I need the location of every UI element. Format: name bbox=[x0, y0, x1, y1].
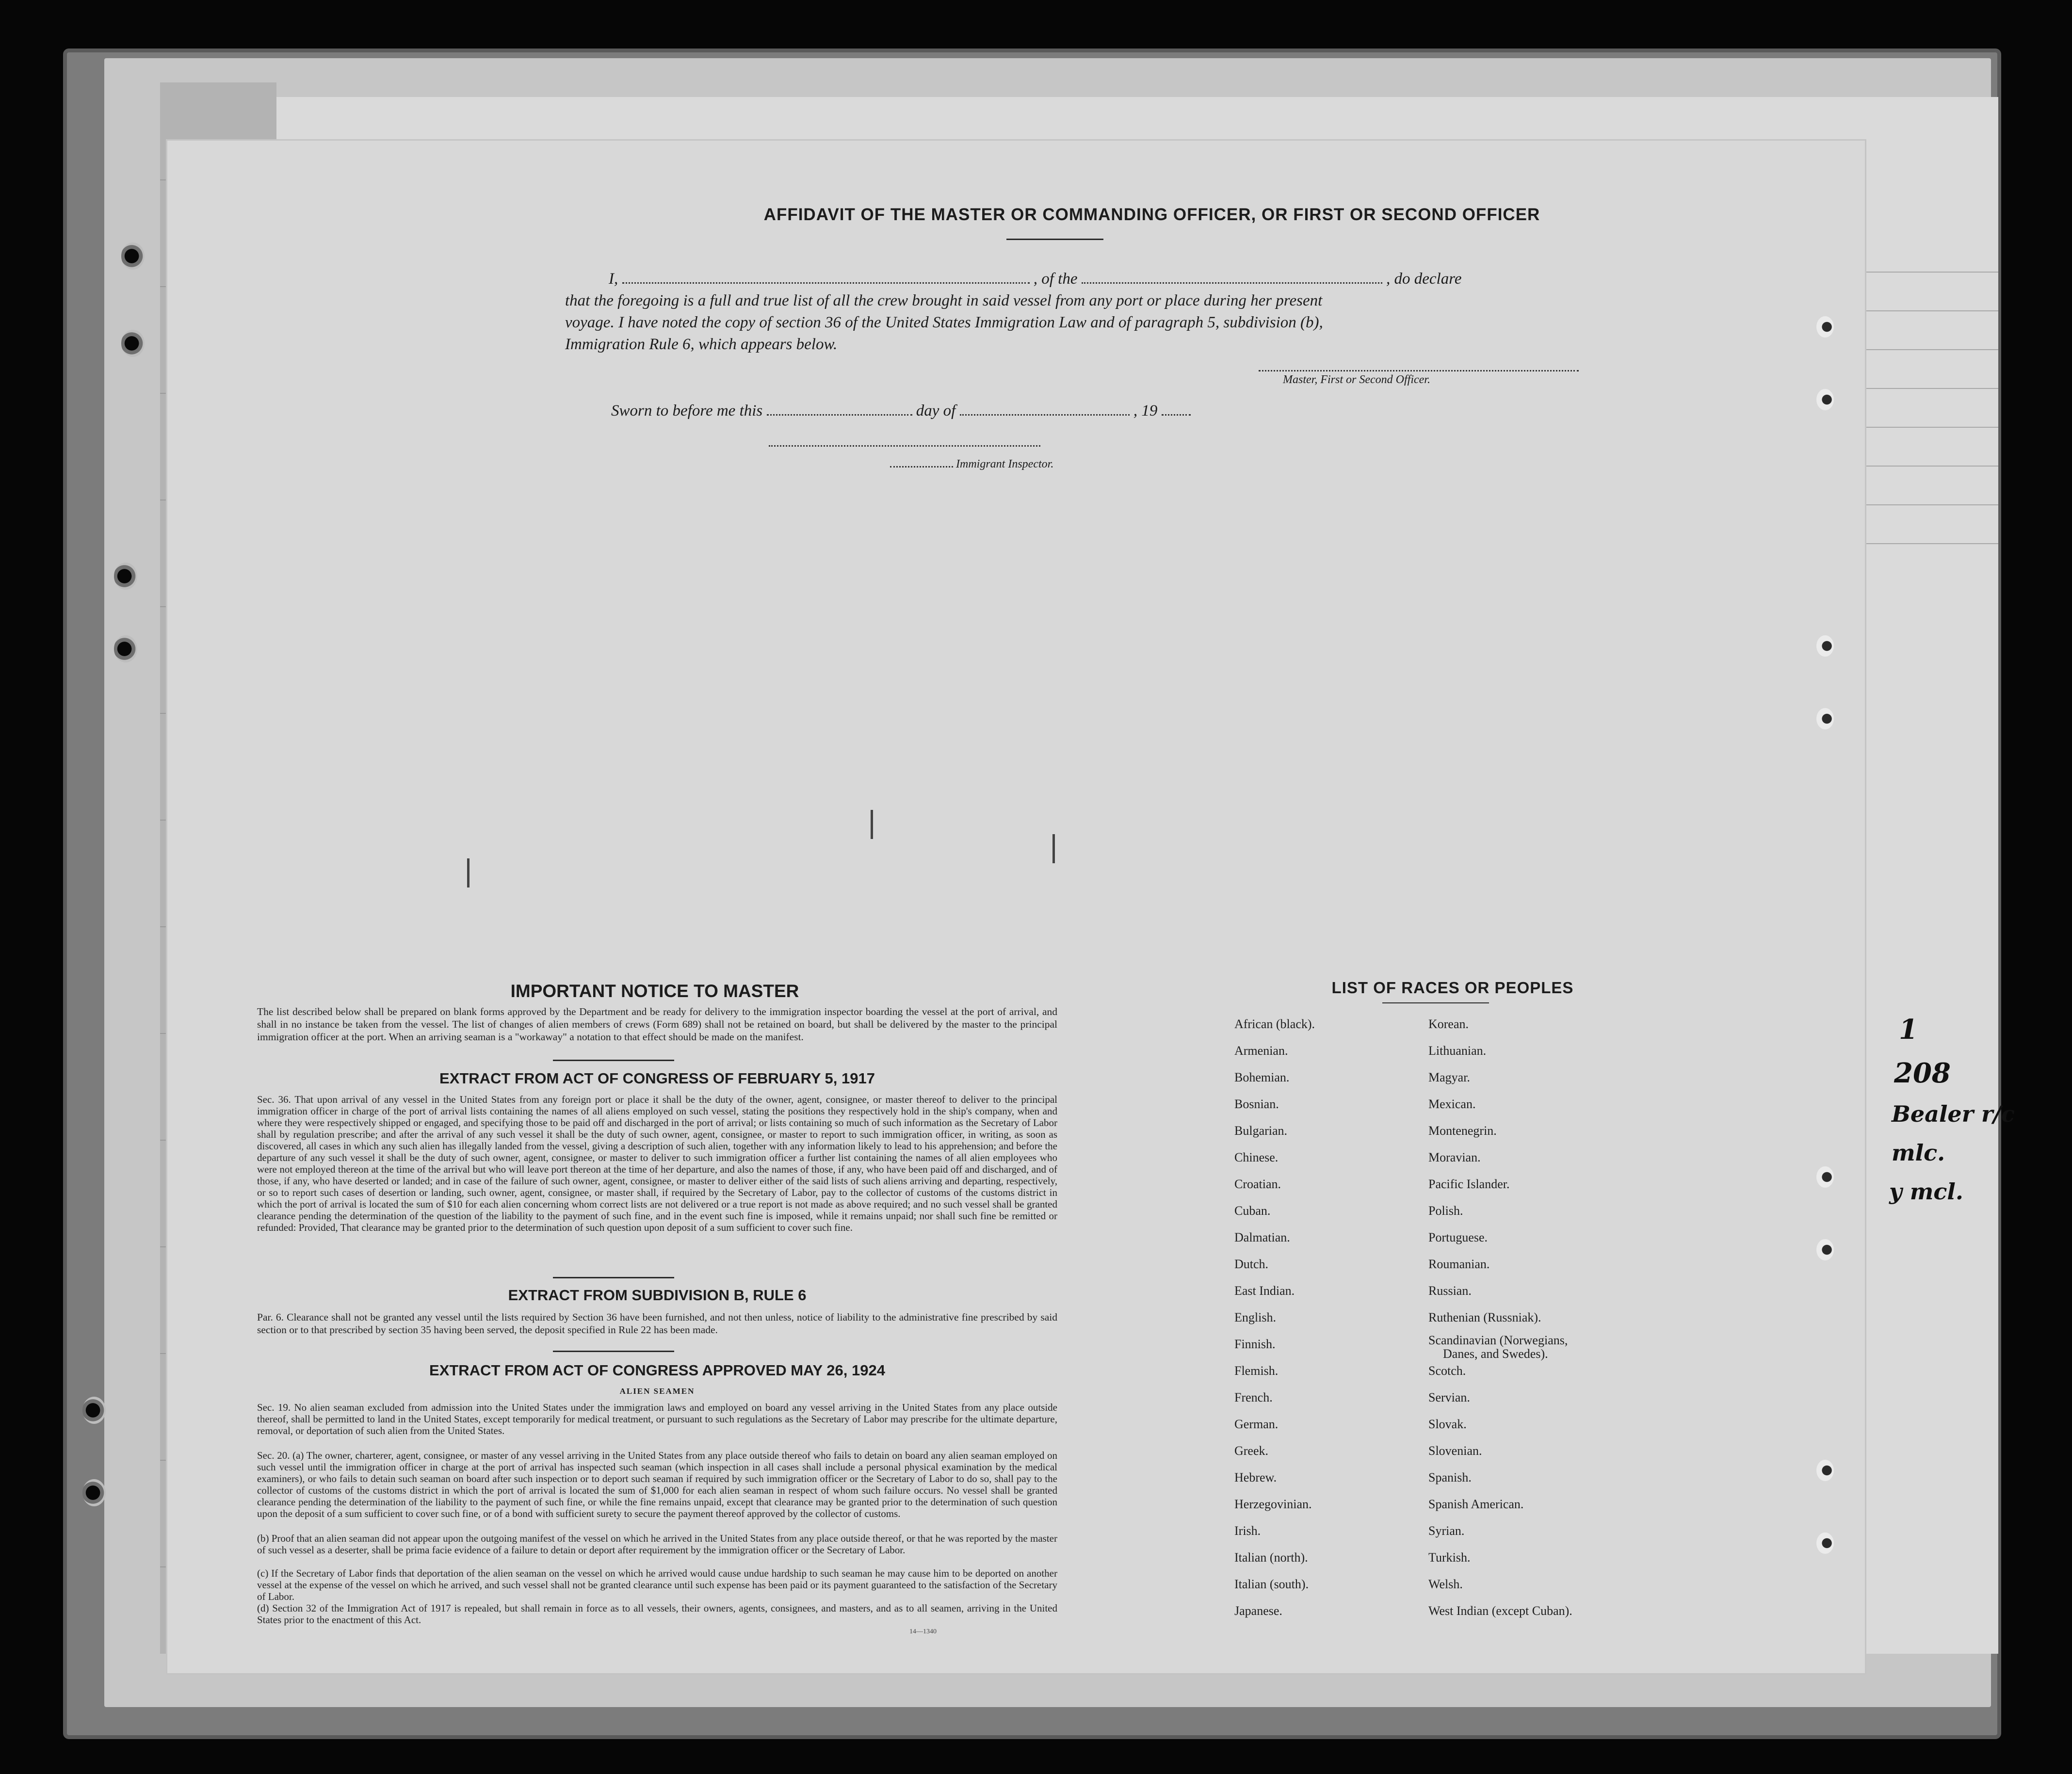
binder-hole-icon bbox=[82, 1479, 106, 1506]
sworn-day-blank bbox=[767, 414, 912, 416]
act1917-title: EXTRACT FROM ACT OF CONGRESS OF FEBRUARY 5, 1917 bbox=[439, 1070, 875, 1087]
race-left: Bulgarian. bbox=[1234, 1124, 1288, 1138]
race-right: Spanish. bbox=[1428, 1470, 1472, 1484]
race-right: Ruthenian (Russniak). bbox=[1428, 1310, 1541, 1324]
race-right: Lithuanian. bbox=[1428, 1044, 1487, 1058]
act1924-sec20: Sec. 20. (a) The owner, charterer, agent, consignee, or master of any vessel arriving in the United States from any place outside thereof who fails to detain on board any alien seaman employed on such vessel until the immigration officer in charge at the port of arrival has inspected such seaman (which inspection in all cases shall include a personal physical examination by the medical examiners), or who fails to detain such seaman on board after such inspection or to deport such seaman if required by such immigration officer or the Secretary of Labor to do so, shall pay to the collector of customs of the customs district in which the port of arrival is located the sum of $1,000 for each alien seaman in respect of whom such failure occurs. No vessel shall be granted clearance pending the determination of the liability to the payment of such fine, or while the fine remains unpaid, except that clearance may be granted prior to the determination of such question upon the deposit of a sum sufficient to cover such fine, or of a bond with sufficient surety to secure the payment thereof approved by the collector of customs. bbox=[257, 1450, 1057, 1519]
race-left: Cuban. bbox=[1234, 1204, 1271, 1218]
punch-hole-icon bbox=[1816, 1460, 1834, 1481]
binder-hole-icon bbox=[114, 635, 137, 662]
act1917-text: Sec. 36. That upon arrival of any vessel in the United States from any foreign port or place it shall be the duty of the owner, agent, consignee, or master thereof to deliver to the principal immigration officer in charge of the port of arrival lists containing the names of all aliens employed on such vessel, stating the positions they respectively hold in the ship's company, when and where they were respectively shipped or engaged, and specifying those to be paid off and discharged in the port of arrival; or lists containing so much of such information as the Secretary of Labor shall by regulation prescribe; and after the arrival of any such vessel it shall be the duty of such owner, agent, consignee, or master to report to such immigration officer, in writing, as soon as discovered, all cases in which any such alien has illegally landed from the vessel, giving a description of such alien, together with any information likely to lead to his apprehension; and before the departure of any such vessel it shall be the duty of such owner, agent, consignee, or master to deliver to such immigration officer a further list containing the names of all alien employees who were not employed thereon at the time of the arrival but who will leave port thereon at the time of her departure, and also the names of those, if any, who have been paid off and discharged, and of those, if any, who have deserted or landed; and in case of the failure of such owner, agent, consignee, or master to deliver either of the said lists of such aliens arriving and departing, respectively, or so to report such cases of desertion or landing, such owner, agent, consignee, or master shall, if required by the Secretary of Labor, pay to the collector of customs of the customs district in which the port of arrival is located the sum of $10 for each alien concerning whom correct lists are not delivered or a true report is not made as above required; and no such vessel shall be granted clearance pending the determination of the question of the liability to the payment of such fine, and in the event such fine is imposed, while it remains unpaid; nor shall such fine be remitted or refunded: Provided, That clearance may be granted prior to the determination of such question upon deposit of a sum sufficient to cover such fine. bbox=[257, 1094, 1057, 1233]
punch-hole-icon bbox=[1816, 708, 1834, 729]
race-left: English. bbox=[1234, 1310, 1276, 1324]
race-left: Japanese. bbox=[1234, 1604, 1282, 1618]
inspector-signature-line bbox=[769, 445, 1040, 447]
affidavit-line-4: Immigration Rule 6, which appears below. bbox=[565, 336, 838, 353]
race-left: Herzegovinian. bbox=[1234, 1497, 1312, 1511]
handwritten-note: 208 bbox=[1894, 1057, 1951, 1089]
punch-hole-icon bbox=[1816, 635, 1834, 657]
race-left: East Indian. bbox=[1234, 1284, 1295, 1298]
act1924-b: (b) Proof that an alien seaman did not appear upon the outgoing manifest of the vessel on which he arrived in the United States from any place outside thereof, or that he was reported by the master of such vessel as a deserter, shall be prima facie evidence of a failure to detain or deport after requirement by the immigration officer or the Secretary of Labor. bbox=[257, 1532, 1057, 1556]
name-blank bbox=[622, 282, 1030, 284]
race-left: Flemish. bbox=[1234, 1364, 1279, 1378]
ink-mark bbox=[871, 810, 873, 839]
of-the-label: , of the bbox=[1033, 270, 1078, 288]
race-left: Dalmatian. bbox=[1234, 1230, 1290, 1244]
race-left: Hebrew. bbox=[1234, 1470, 1277, 1484]
punch-hole-icon bbox=[1816, 1239, 1834, 1260]
handwritten-note: Bealer r/c bbox=[1892, 1101, 2015, 1127]
race-left: African (black). bbox=[1234, 1017, 1315, 1031]
race-left: Italian (north). bbox=[1234, 1550, 1308, 1564]
handwritten-note: mlc. bbox=[1892, 1140, 1945, 1166]
affidavit-title: AFFIDAVIT OF THE MASTER OR COMMANDING OFFICER, OR FIRST OR SECOND OFFICER bbox=[763, 205, 1540, 224]
notice-title: IMPORTANT NOTICE TO MASTER bbox=[510, 981, 799, 1001]
race-right: Roumanian. bbox=[1428, 1257, 1490, 1271]
sworn-month-blank bbox=[960, 414, 1130, 416]
year-label: , 19 bbox=[1133, 402, 1158, 419]
race-right: Welsh. bbox=[1428, 1577, 1463, 1591]
race-right: Servian. bbox=[1428, 1390, 1470, 1404]
race-left: Chinese. bbox=[1234, 1150, 1279, 1164]
affidavit-line-3: voyage. I have noted the copy of section 36 of the United States Immigration Law and of paragraph 5, subdivision (b), bbox=[565, 314, 1323, 331]
race-left: Bohemian. bbox=[1234, 1070, 1290, 1084]
race-right: Slovenian. bbox=[1428, 1444, 1482, 1458]
act1924-subtitle: ALIEN SEAMEN bbox=[619, 1387, 695, 1396]
act1924-c: (c) If the Secretary of Labor finds that deportation of the alien seaman on the vessel on which he arrived would cause undue hardship to such seaman he may cause him to be deported on another vessel at the expense of the vessel on which he arrived, and such vessel shall not be granted clearance until such expense has been paid or its payment guaranteed to the satisfaction of the Secretary of Labor. bbox=[257, 1567, 1057, 1602]
race-left: Dutch. bbox=[1234, 1257, 1269, 1271]
binder-hole-icon bbox=[114, 563, 137, 590]
race-left: Croatian. bbox=[1234, 1177, 1281, 1191]
rule6-title: EXTRACT FROM SUBDIVISION B, RULE 6 bbox=[508, 1287, 807, 1304]
race-right: Korean. bbox=[1428, 1017, 1469, 1031]
punch-hole-icon bbox=[1816, 316, 1834, 338]
act1924-sec19: Sec. 19. No alien seaman excluded from admission into the United States under the immigration laws and employed on board any vessel arriving in the United States from any place outside thereof, shall be permitted to land in the United States, except temporarily for medical treatment, or pursuant to such regulations as the Secretary of Labor may prescribe for the ultimate departure, removal, or deportation of such alien from the United States. bbox=[257, 1402, 1057, 1436]
act1924-title: EXTRACT FROM ACT OF CONGRESS APPROVED MAY 26, 1924 bbox=[429, 1362, 885, 1379]
race-right: Turkish. bbox=[1428, 1550, 1471, 1564]
races-title: LIST OF RACES OR PEOPLES bbox=[1331, 979, 1574, 997]
affidavit-declaration-line bbox=[609, 271, 1461, 288]
race-right: Portuguese. bbox=[1428, 1230, 1488, 1244]
race-right: Montenegrin. bbox=[1428, 1124, 1497, 1138]
affidavit-line-2: that the foregoing is a full and true list of all the crew brought in said vessel from any port or place during her present bbox=[565, 292, 1323, 309]
race-right: Spanish American. bbox=[1428, 1497, 1524, 1511]
race-right: Pacific Islander. bbox=[1428, 1177, 1510, 1191]
races-divider bbox=[1382, 1002, 1489, 1003]
manifest-back-page bbox=[167, 141, 1865, 1673]
sworn-year-blank bbox=[1162, 414, 1191, 416]
binder-hole-icon bbox=[82, 1397, 106, 1424]
race-right: Magyar. bbox=[1428, 1070, 1470, 1084]
act1924-d: (d) Section 32 of the Immigration Act of 1917 is repealed, but shall remain in force as to all vessels, their owners, agents, consignees, and masters, and as to all seamen, arriving in the United States prior to the enactment of this Act. bbox=[257, 1602, 1057, 1626]
binder-hole-icon bbox=[121, 330, 145, 357]
master-signature-line bbox=[1259, 370, 1579, 371]
ink-mark bbox=[1052, 834, 1055, 863]
notice-text: The list described below shall be prepared on blank forms approved by the Department and be ready for delivery to the immigration inspector boarding the vessel at the port of arrival, and shall in no instance be taken from the vessel. The list of changes of alien members of crews (Form 689) shall not be retained on board, but shall be delivered by the master to the principal immigration officer at the port. When an arriving seaman is a "workaway" a notation to that effect should be made on the manifest. bbox=[257, 1006, 1057, 1043]
race-right: Slovak. bbox=[1428, 1417, 1467, 1431]
race-left: Irish. bbox=[1234, 1524, 1261, 1538]
punch-hole-icon bbox=[1816, 1166, 1834, 1188]
form-number: 14—1340 bbox=[909, 1628, 937, 1635]
handwritten-note: y mcl. bbox=[1889, 1178, 1963, 1205]
day-of-label: day of bbox=[916, 402, 956, 419]
rule6-text: Par. 6. Clearance shall not be granted any vessel until the lists required by Section 36 have been furnished, and not then unless, notice of liability to the administrative fine prescribed by said section or to that prescribed by section 35 having been served, the deposit specified in Rule 22 has been made. bbox=[257, 1311, 1057, 1336]
race-right: Russian. bbox=[1428, 1284, 1472, 1298]
race-right: Mexican. bbox=[1428, 1097, 1476, 1111]
handwritten-note: 1 bbox=[1899, 1014, 1918, 1046]
race-left: Finnish. bbox=[1234, 1337, 1276, 1351]
ink-mark bbox=[467, 858, 469, 887]
race-right: Syrian. bbox=[1428, 1524, 1465, 1538]
race-left: Armenian. bbox=[1234, 1044, 1288, 1058]
race-left: Italian (south). bbox=[1234, 1577, 1309, 1591]
race-right: Moravian. bbox=[1428, 1150, 1481, 1164]
i-label: I, bbox=[609, 270, 618, 288]
rule6-divider bbox=[553, 1351, 674, 1352]
vessel-blank bbox=[1082, 282, 1382, 284]
sworn-line bbox=[611, 403, 1191, 419]
race-right: Scotch. bbox=[1428, 1364, 1466, 1378]
race-left: Bosnian. bbox=[1234, 1097, 1279, 1111]
punch-hole-icon bbox=[1816, 389, 1834, 410]
race-right: West Indian (except Cuban). bbox=[1428, 1604, 1572, 1618]
race-right: Scandinavian (Norwegians, bbox=[1428, 1333, 1568, 1347]
inspector-line bbox=[890, 458, 1053, 470]
do-declare-label: , do declare bbox=[1386, 270, 1462, 288]
race-left: Greek. bbox=[1234, 1444, 1269, 1458]
binder-hole-icon bbox=[121, 242, 145, 270]
sworn-label: Sworn to before me this bbox=[611, 402, 763, 419]
act1917-divider bbox=[553, 1277, 674, 1278]
notice-divider bbox=[553, 1060, 674, 1061]
title-divider bbox=[1006, 239, 1103, 240]
race-left: French. bbox=[1234, 1390, 1273, 1404]
inspector-label: Immigrant Inspector. bbox=[956, 458, 1054, 470]
race-right-cont: Danes, and Swedes). bbox=[1443, 1347, 1548, 1361]
punch-hole-icon bbox=[1816, 1532, 1834, 1554]
inspector-blank bbox=[890, 466, 953, 468]
master-signature-label: Master, First or Second Officer. bbox=[1283, 373, 1430, 386]
race-left: German. bbox=[1234, 1417, 1279, 1431]
race-right: Polish. bbox=[1428, 1204, 1463, 1218]
